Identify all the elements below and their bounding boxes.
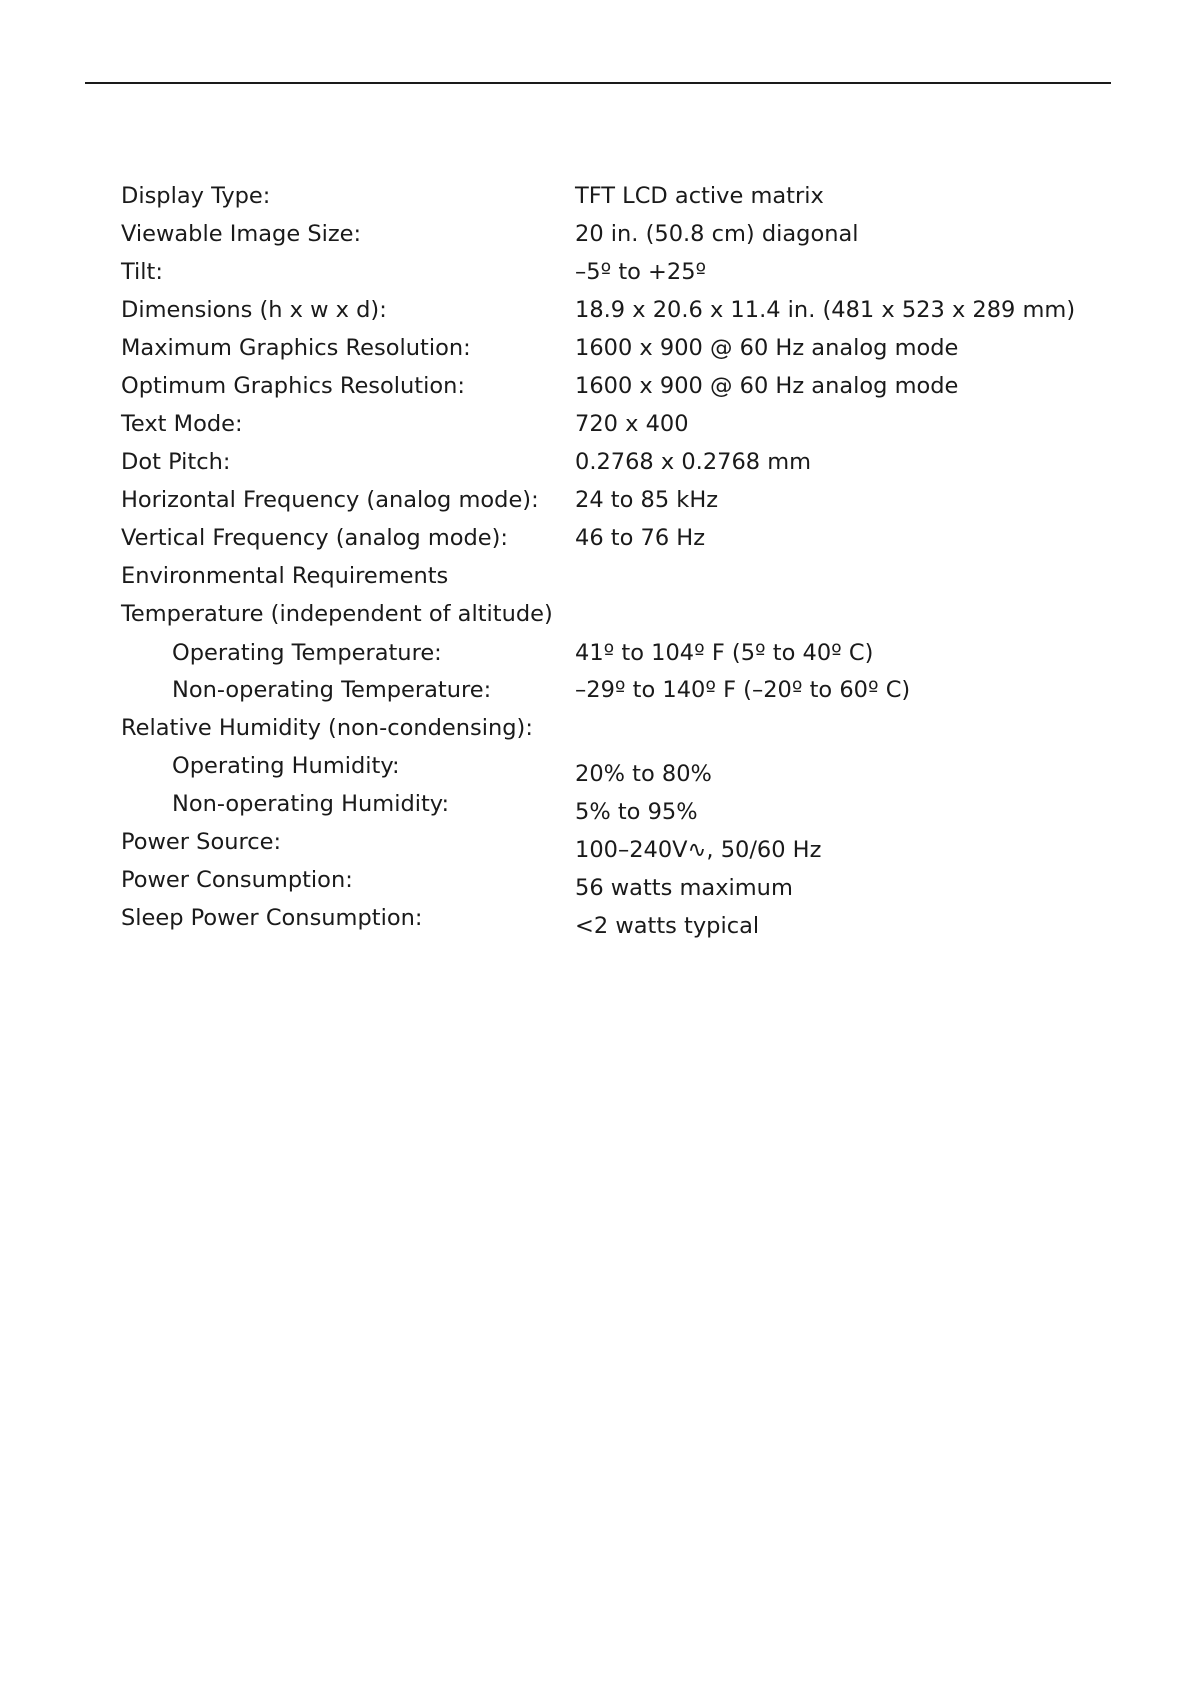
spec-value: TFT LCD active matrix: [575, 183, 824, 209]
spec-row-non-operating-humidity: [0, 787, 1190, 825]
spec-label: Text Mode:: [121, 411, 243, 437]
spec-label: Non-operating Temperature:: [172, 677, 492, 703]
spec-value: –29º to 140º F (–20º to 60º C): [575, 677, 911, 703]
spec-value: 18.9 x 20.6 x 11.4 in. (481 x 523 x 289 mm): [575, 297, 1076, 323]
spec-row-text-mode: [0, 407, 1190, 441]
spec-row-relative-humidity: [0, 711, 1190, 745]
spec-value: 46 to 76 Hz: [575, 525, 706, 551]
spec-row-viewable-image-size: [0, 217, 1190, 251]
spec-row-non-operating-temperature: [0, 673, 1190, 707]
top-rule: [85, 82, 1111, 84]
spec-label: Display Type:: [121, 183, 271, 209]
spec-label: Power Consumption:: [121, 867, 353, 893]
spec-row-environmental-requirements: [0, 559, 1190, 593]
spec-row-operating-humidity: [0, 749, 1190, 787]
spec-value: 720 x 400: [575, 411, 689, 437]
spec-value: 20 in. (50.8 cm) diagonal: [575, 221, 859, 247]
spec-label: Maximum Graphics Resolution:: [121, 335, 471, 361]
spec-row-dimensions: [0, 293, 1190, 327]
spec-value: 0.2768 x 0.2768 mm: [575, 449, 812, 475]
spec-label: Operating Temperature:: [172, 640, 442, 666]
spec-label: Non-operating Humidity:: [172, 791, 450, 817]
spec-row-maximum-graphics-resolution: [0, 331, 1190, 365]
spec-label: Viewable Image Size:: [121, 221, 362, 247]
spec-row-optimum-graphics-resolution: [0, 369, 1190, 403]
spec-label: Optimum Graphics Resolution:: [121, 373, 465, 399]
spec-value: 1600 x 900 @ 60 Hz analog mode: [575, 373, 959, 399]
spec-value: 1600 x 900 @ 60 Hz analog mode: [575, 335, 959, 361]
spec-row-display-type: [0, 179, 1190, 213]
spec-label: Dimensions (h x w x d):: [121, 297, 387, 323]
spec-row-operating-temperature: [0, 636, 1190, 670]
spec-label: Vertical Frequency (analog mode):: [121, 525, 508, 551]
spec-value: 24 to 85 kHz: [575, 487, 719, 513]
spec-row-vertical-frequency: [0, 521, 1190, 555]
spec-label: Tilt:: [121, 259, 163, 285]
spec-label: Operating Humidity:: [172, 753, 400, 779]
spec-row-sleep-power-consumption: [0, 901, 1190, 939]
spec-row-dot-pitch: [0, 445, 1190, 479]
spec-heading: Temperature (independent of altitude): [121, 601, 553, 627]
spec-row-temperature: [0, 597, 1190, 631]
spec-value: –5º to +25º: [575, 259, 707, 285]
spec-heading: Relative Humidity (non-condensing):: [121, 715, 533, 741]
spec-value: 56 watts maximum: [575, 875, 793, 901]
spec-row-horizontal-frequency: [0, 483, 1190, 517]
spec-value: 41º to 104º F (5º to 40º C): [575, 640, 874, 666]
spec-label: Sleep Power Consumption:: [121, 905, 423, 931]
spec-heading: Environmental Requirements: [121, 563, 449, 589]
spec-value: 100–240V∿, 50/60 Hz: [575, 837, 822, 863]
spec-value: 5% to 95%: [575, 799, 698, 825]
spec-value: 20% to 80%: [575, 761, 712, 787]
spec-row-power-source: [0, 825, 1190, 863]
spec-label: Power Source:: [121, 829, 282, 855]
spec-label: Dot Pitch:: [121, 449, 231, 475]
spec-row-power-consumption: [0, 863, 1190, 901]
spec-value: <2 watts typical: [575, 913, 760, 939]
spec-label: Horizontal Frequency (analog mode):: [121, 487, 539, 513]
spec-row-tilt: [0, 255, 1190, 289]
